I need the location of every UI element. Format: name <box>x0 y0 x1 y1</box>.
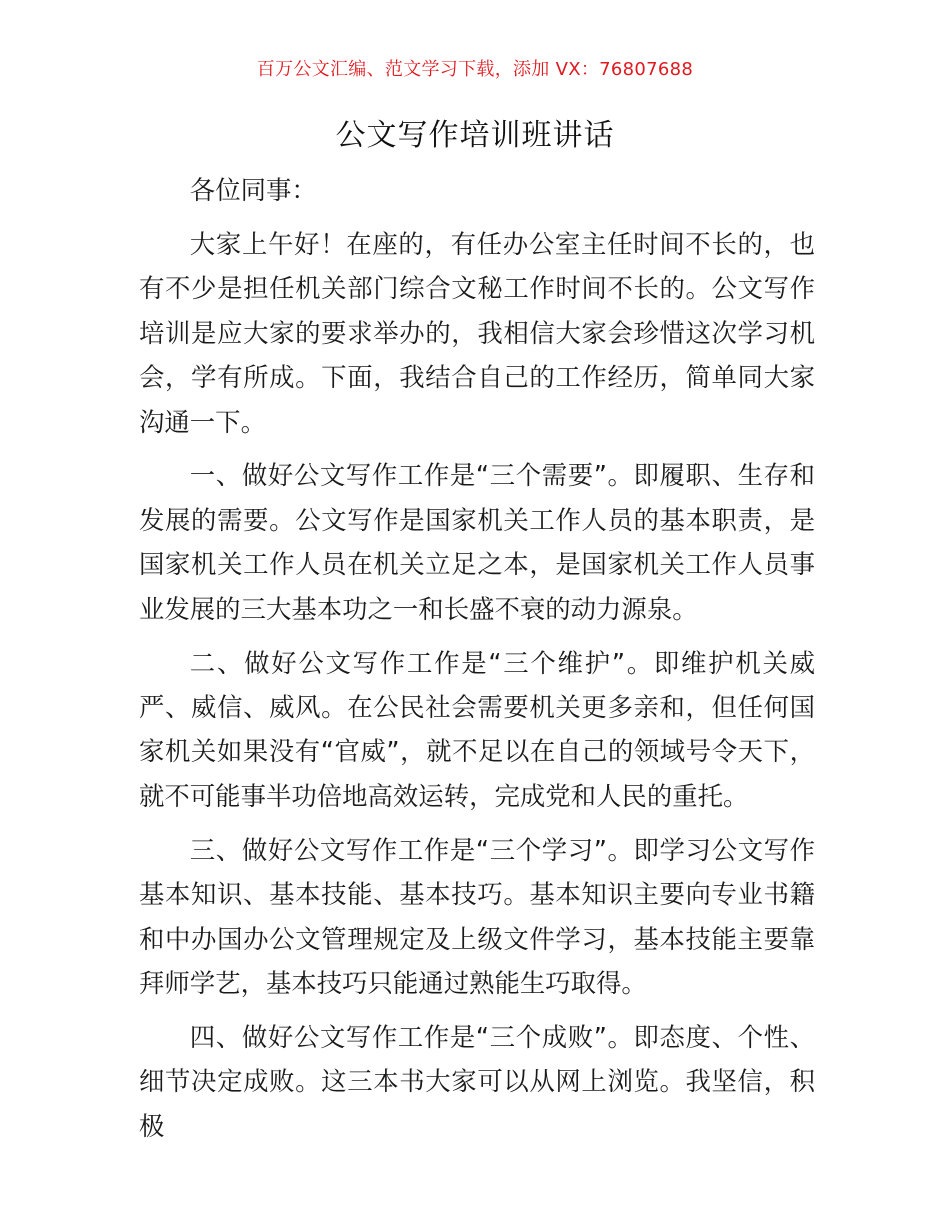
paragraph-intro: 大家上午好！在座的，有任办公室主任时间不长的，也有不少是担任机关部门综合文秘工作时间不长的。公文写作培训是应大家的要求举办的，我相信大家会珍惜这次学习机会，学有所成。下面，我结合自己的工作经历，简单同大家沟通一下。 <box>139 228 815 437</box>
paragraph-point-2: 二、做好公文写作工作是“三个维护”。即维护机关威严、威信、威风。在公民社会需要机关更多亲和，但任何国家机关如果没有“官威”，就不足以在自己的领域号令天下，就不可能事半功倍地高效运转，完成党和人民的重托。 <box>139 647 815 811</box>
paragraph-point-4: 四、做好公文写作工作是“三个成败”。即态度、个性、细节决定成败。这三本书大家可以从网上浏览。我坚信，积极 <box>139 1021 815 1141</box>
watermark-banner: 百万公文汇编、范文学习下载，添加 VX：76807688 <box>256 59 694 80</box>
paragraph-point-3: 三、做好公文写作工作是“三个学习”。即学习公文写作基本知识、基本技能、基本技巧。基本知识主要向专业书籍和中办国办公文管理规定及上级文件学习，基本技能主要靠拜师学艺，基本技巧只能通过熟能生巧取得。 <box>139 834 815 998</box>
document-body <box>139 168 815 1148</box>
document-title: 公文写作培训班讲话 <box>335 118 615 153</box>
salutation: 各位同事： <box>189 175 317 205</box>
paragraph-point-1: 一、做好公文写作工作是“三个需要”。即履职、生存和发展的需要。公文写作是国家机关工作人员的基本职责，是国家机关工作人员在机关立足之本，是国家机关工作人员事业发展的三大基本功之一和长盛不衰的动力源泉。 <box>139 460 815 624</box>
